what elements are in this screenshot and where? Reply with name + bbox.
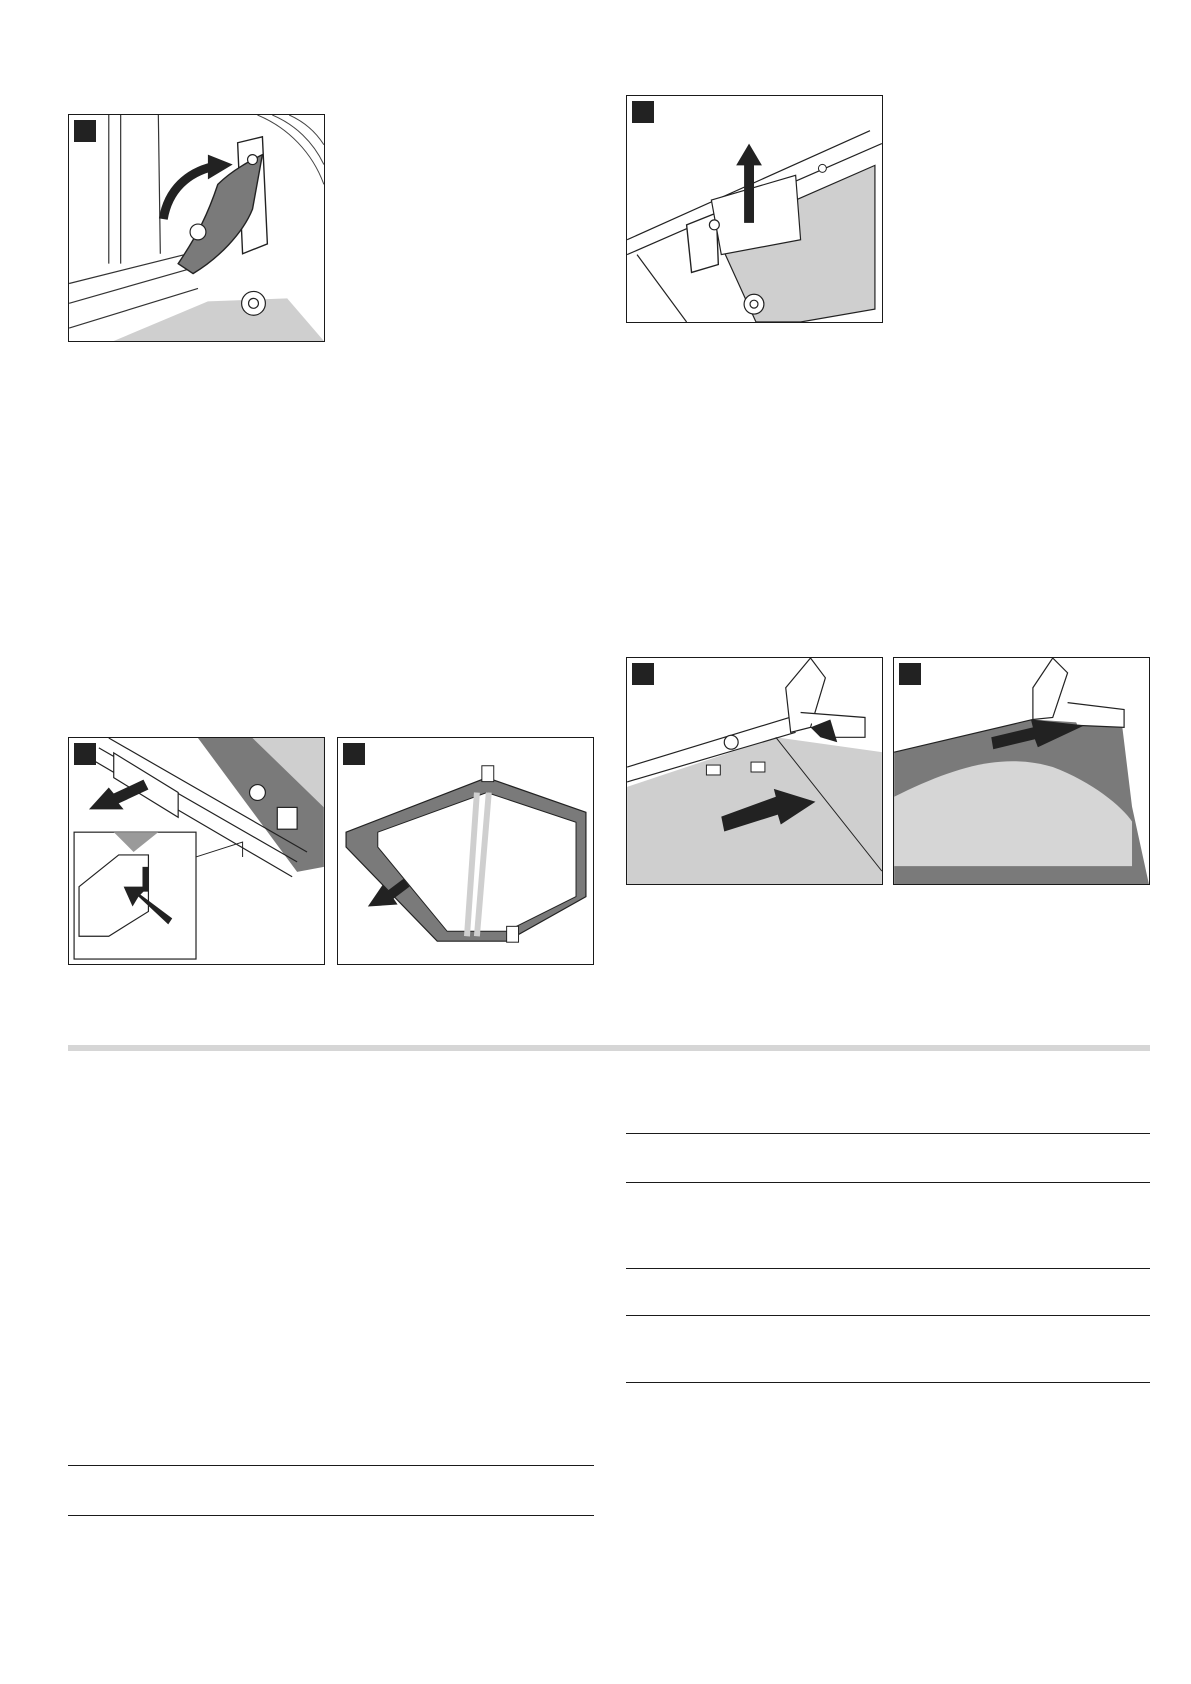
- step-marker: [632, 101, 654, 123]
- step-marker: [899, 663, 921, 685]
- door-glass-illustration: [338, 738, 593, 964]
- step-marker: [74, 120, 96, 142]
- step-marker: [74, 743, 96, 765]
- step-marker: [343, 743, 365, 765]
- hinge-insert-illustration: [627, 658, 882, 884]
- table-rule: [626, 1315, 1150, 1316]
- table-rule: [68, 1515, 594, 1516]
- table-rule: [626, 1268, 1150, 1269]
- table-rule: [626, 1382, 1150, 1383]
- figure-door-strip: [68, 737, 325, 965]
- step-marker: [632, 663, 654, 685]
- hinge-lift-illustration: [627, 96, 882, 322]
- section-separator: [68, 1045, 1150, 1051]
- figure-hinge-lever: [68, 114, 325, 342]
- table-rule: [626, 1133, 1150, 1134]
- figure-hinge-slide: [893, 657, 1150, 885]
- hinge-lever-illustration: [69, 115, 324, 341]
- figure-hinge-lift: [626, 95, 883, 323]
- table-rule: [626, 1182, 1150, 1183]
- hinge-slide-illustration: [894, 658, 1149, 884]
- door-strip-illustration: [69, 738, 324, 964]
- figure-door-glass: [337, 737, 594, 965]
- table-rule: [68, 1465, 594, 1466]
- figure-hinge-insert: [626, 657, 883, 885]
